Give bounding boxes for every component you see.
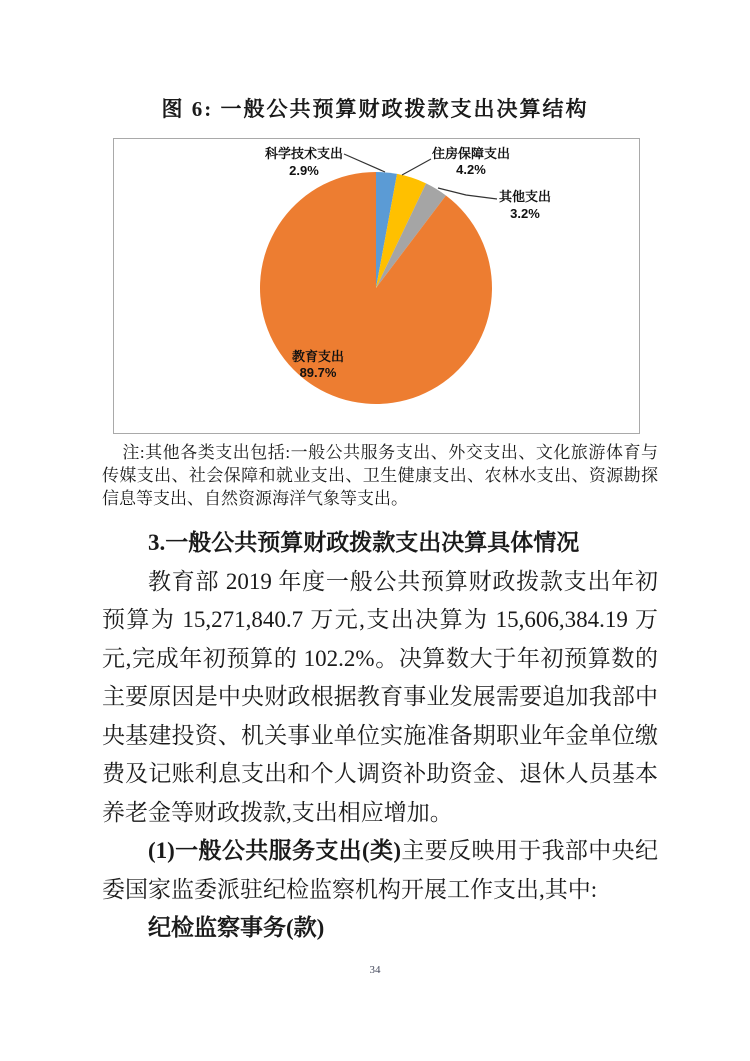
leader-line — [402, 159, 431, 175]
item1-text: 主要反映用于我部中央纪委国家监委派驻纪检监察机构开展工作支出,其中: — [102, 838, 659, 902]
pie-chart — [114, 139, 639, 433]
pie-label-name: 其他支出 — [498, 189, 552, 204]
page-number: 34 — [369, 964, 381, 976]
paragraph-overview: 教育部 2019 年度一般公共预算财政拨款支出年初预算为 15,271,840.7 万元,支出决算为 15,606,384.19 万元,完成年初预算的 102.2%。决算数大于年初预算数的主要原因是中央财政根据教育事业发展需要追加我部中央基建投资、机关事业单位实施准备期职业年金单位缴费及记账利息支出和个人调资补助资金、退休人员基本养老金等财政拨款,支出相应增加。 — [102, 568, 658, 825]
paragraph-item1 — [102, 832, 658, 909]
subitem-title: 纪检监察事务(款) — [148, 915, 325, 940]
figure-title: 图 6: 一般公共预算财政拨款支出决算结构 — [161, 97, 589, 121]
pie-label-value: 89.7% — [299, 365, 337, 380]
pie-label-name: 科学技术支出 — [264, 146, 344, 161]
item1-title: (1)一般公共服务支出(类) — [148, 838, 402, 863]
body-text-block — [102, 524, 658, 948]
leader-line — [344, 154, 385, 172]
pie-label-value: 3.2% — [510, 206, 540, 221]
pie-label-name: 教育支出 — [291, 349, 345, 364]
section-heading: 3.一般公共预算财政拨款支出决算具体情况 — [148, 530, 580, 555]
pie-slice-3 — [260, 172, 492, 404]
chart-frame — [113, 138, 640, 434]
pie-label-value: 4.2% — [456, 162, 486, 177]
pie-label-value: 2.9% — [289, 163, 319, 178]
pie-label-name: 住房保障支出 — [431, 146, 511, 161]
figure-note: 注:其他各类支出包括:一般公共服务支出、外交支出、文化旅游体育与传媒支出、社会保障和就业支出、卫生健康支出、农林水支出、资源勘探信息等支出、自然资源海洋气象等支出。 — [102, 443, 658, 508]
